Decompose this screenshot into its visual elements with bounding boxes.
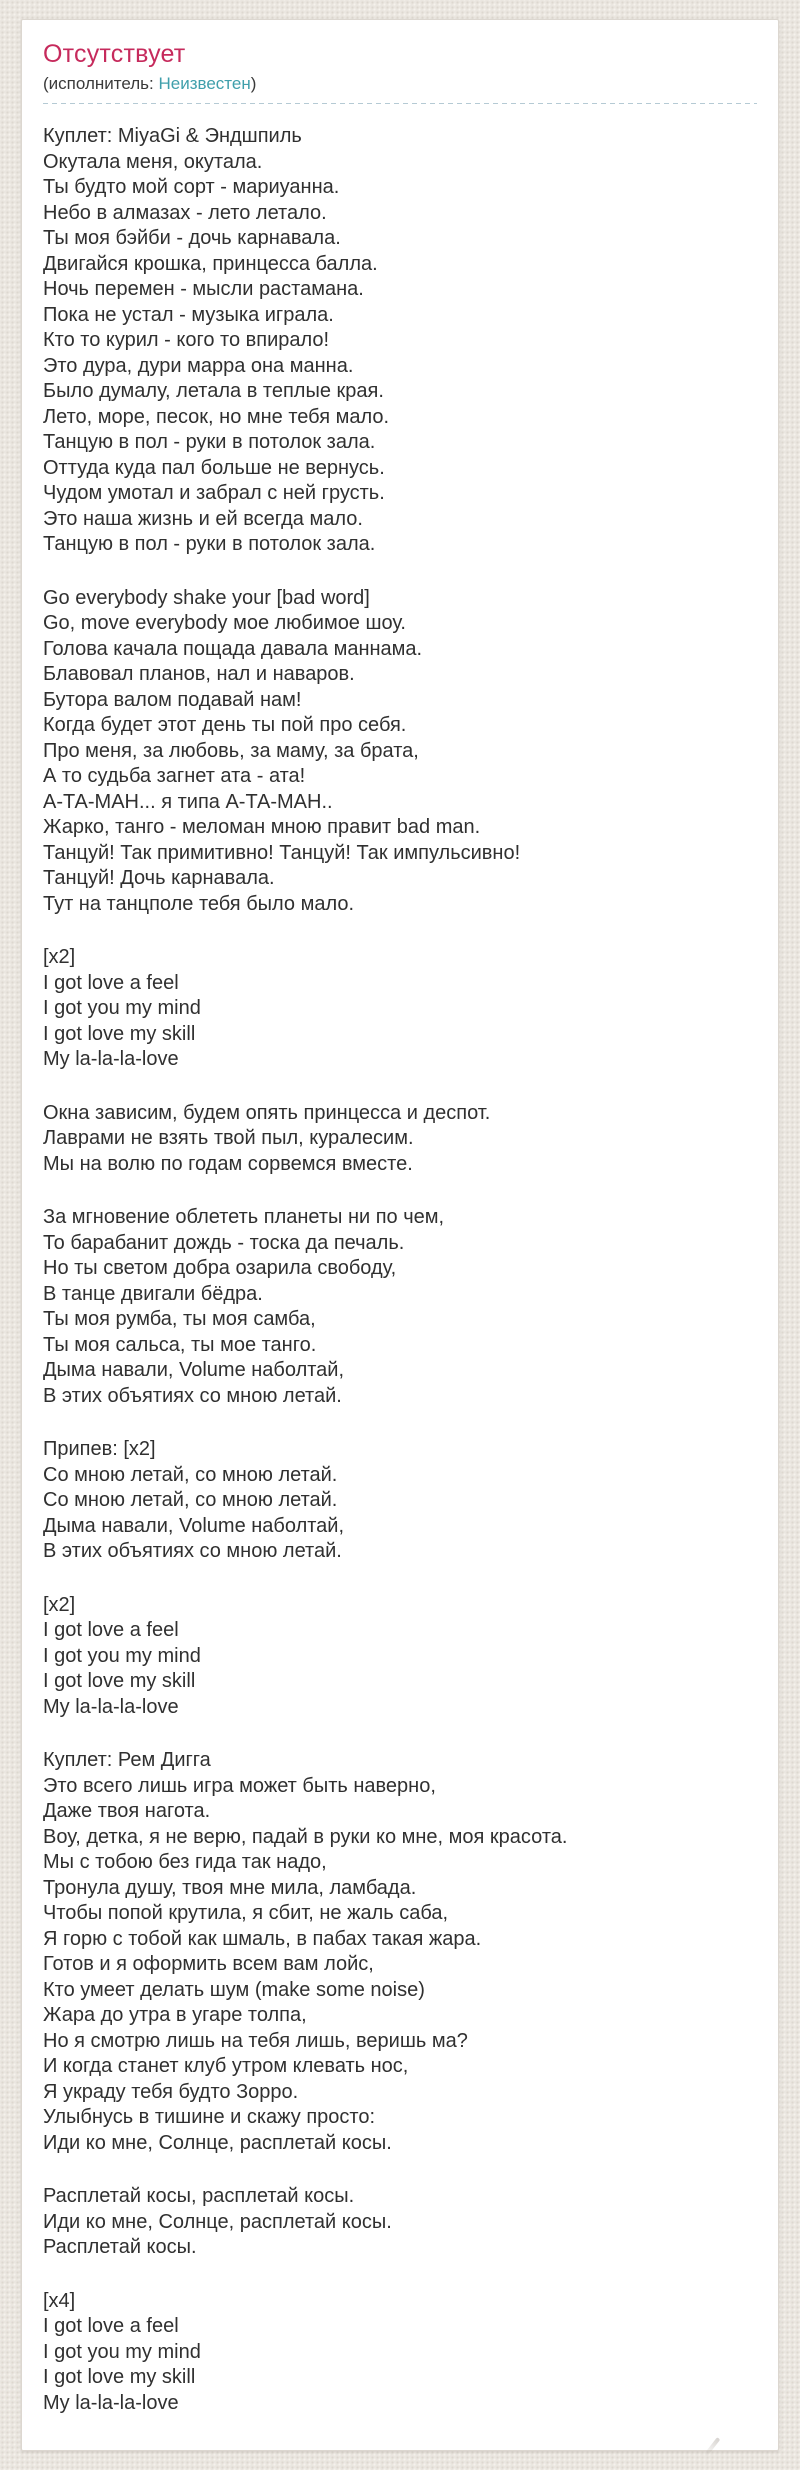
song-title: Отсутствует bbox=[43, 40, 186, 68]
lyric-line: Расплетай косы. bbox=[43, 2236, 197, 2258]
lyric-line: Кто то курил - кого то впирало! bbox=[43, 329, 330, 351]
lyric-line: Было думалу, летала в теплые края. bbox=[43, 380, 384, 402]
artist-prefix: (исполнитель: bbox=[43, 74, 159, 93]
lyric-line: I got love my skill bbox=[43, 1670, 196, 1692]
stanza bbox=[43, 586, 757, 918]
lyric-line: [x2] bbox=[43, 946, 76, 968]
lyric-line: I got love my skill bbox=[43, 1022, 196, 1045]
lyric-line: Жара до утра в угаре толпа, bbox=[43, 2004, 307, 2026]
lyric-line: Go everybody shake your [bad word] bbox=[43, 586, 370, 609]
lyric-line: Ночь перемен - мысли растамана. bbox=[43, 278, 364, 300]
artist-link[interactable]: Неизвестен bbox=[158, 74, 251, 93]
stanza bbox=[43, 2289, 757, 2417]
lyric-line: Танцуй! Дочь карнавала. bbox=[43, 867, 275, 889]
lyric-line: Я украду тебя будто Зорро. bbox=[43, 2080, 299, 2103]
stanza bbox=[43, 1101, 757, 1178]
lyric-line: I got love a feel bbox=[43, 1619, 179, 1641]
lyric-line: [x4] bbox=[43, 2289, 76, 2312]
lyric-line: I got love my skill bbox=[43, 2366, 196, 2388]
lyric-line: То барабанит дождь - тоска да печаль. bbox=[43, 1231, 405, 1254]
lyric-line: В танце двигали бёдра. bbox=[43, 1282, 263, 1305]
lyric-line: Бутора валом подавай нам! bbox=[43, 688, 302, 711]
lyric-line: My la-la-la-love bbox=[43, 1695, 179, 1718]
lyric-line: Кто умеет делать шум (make some noise) bbox=[43, 1978, 425, 2001]
artist-suffix: ) bbox=[250, 74, 257, 93]
lyric-line: Двигайся крошка, принцесса балла. bbox=[43, 252, 378, 275]
lyric-line: Со мною летай, со мною летай. bbox=[43, 1489, 338, 1511]
stanza bbox=[43, 1748, 757, 2156]
lyrics-text bbox=[43, 124, 757, 2416]
lyric-line: I got love a feel bbox=[43, 971, 179, 994]
lyric-line: Воу, детка, я не верю, падай в руки ко мне, моя красота. bbox=[43, 1825, 568, 1848]
lyric-line: И когда станет клуб утром клевать нос, bbox=[43, 2055, 409, 2077]
lyric-line: Танцую в пол - руки в потолок зала. bbox=[43, 533, 376, 555]
lyric-line: Но ты светом добра озарила свободу, bbox=[43, 1257, 397, 1279]
lyric-line: I got you my mind bbox=[43, 1644, 201, 1667]
stanza bbox=[43, 945, 757, 1073]
lyric-line: Go, move everybody мое любимое шоу. bbox=[43, 612, 406, 634]
card-corner-shadow bbox=[704, 2437, 721, 2457]
lyric-line: В этих объятиях со мною летай. bbox=[43, 1540, 342, 1562]
lyric-line: А-ТА-МАН... я типа А-ТА-МАН.. bbox=[43, 790, 333, 813]
lyric-line: Голова качала пощада давала маннама. bbox=[43, 637, 423, 660]
lyric-line: My la-la-la-love bbox=[43, 1048, 179, 1070]
lyric-line: Даже твоя нагота. bbox=[43, 1800, 211, 1822]
lyric-line: I got you my mind bbox=[43, 997, 201, 1019]
lyric-line: Жарко, танго - меломан мною правит bad man. bbox=[43, 816, 481, 838]
lyric-line: За мгновение облететь планеты ни по чем, bbox=[43, 1206, 445, 1228]
lyrics-header bbox=[43, 40, 757, 103]
lyric-line: Оттуда куда пал больше не вернусь. bbox=[43, 456, 385, 479]
lyric-line: Чтобы попой крутила, я сбит, не жаль саба, bbox=[43, 1902, 449, 1924]
lyric-line: Когда будет этот день ты пой про себя. bbox=[43, 714, 407, 736]
lyric-line: Ты моя сальса, ты мое танго. bbox=[43, 1333, 317, 1356]
lyric-line: Чудом умотал и забрал с ней грусть. bbox=[43, 482, 385, 504]
lyric-line: Ты моя бэйби - дочь карнавала. bbox=[43, 227, 341, 249]
header-divider bbox=[43, 103, 757, 104]
lyric-line: Тронула душу, твоя мне мила, ламбада. bbox=[43, 1876, 417, 1899]
stanza bbox=[43, 1437, 757, 1565]
lyric-line: Это наша жизнь и ей всегда мало. bbox=[43, 507, 363, 530]
stanza bbox=[43, 124, 757, 558]
lyric-line: Куплет: MiyaGi & Эндшпиль bbox=[43, 125, 302, 147]
lyric-line: Расплетай косы, расплетай косы. bbox=[43, 2185, 355, 2207]
lyric-line: Блавовал планов, нал и наваров. bbox=[43, 663, 355, 685]
stanza bbox=[43, 1593, 757, 1721]
lyric-line: Иди ко мне, Солнце, расплетай косы. bbox=[43, 2131, 392, 2154]
lyric-line: [x2] bbox=[43, 1593, 76, 1616]
lyric-line: Со мною летай, со мною летай. bbox=[43, 1463, 338, 1486]
lyric-line: Ты будто мой сорт - мариуанна. bbox=[43, 176, 340, 198]
lyric-line: Мы на волю по годам сорвемся вместе. bbox=[43, 1152, 413, 1175]
lyric-line: Мы с тобою без гида так надо, bbox=[43, 1851, 327, 1873]
artist-line bbox=[43, 74, 757, 94]
lyric-line: My la-la-la-love bbox=[43, 2391, 179, 2414]
lyric-line: Дыма навали, Volume наболтай, bbox=[43, 1514, 345, 1537]
lyric-line: Небо в алмазах - лето летало. bbox=[43, 201, 327, 224]
lyric-line: Готов и я оформить всем вам лойс, bbox=[43, 1953, 374, 1975]
lyric-line: Улыбнусь в тишине и скажу просто: bbox=[43, 2106, 376, 2128]
lyric-line: Окутала меня, окутала. bbox=[43, 150, 263, 173]
lyric-line: Это всего лишь игра может быть наверно, bbox=[43, 1774, 436, 1797]
lyrics-card bbox=[21, 19, 779, 2451]
lyric-line: Припев: [x2] bbox=[43, 1438, 156, 1460]
lyric-line: А то судьба загнет ата - ата! bbox=[43, 765, 306, 787]
lyric-line: Про меня, за любовь, за маму, за брата, bbox=[43, 739, 419, 762]
lyric-line: Пока не устал - музыка играла. bbox=[43, 303, 334, 326]
lyric-line: Окна зависим, будем опять принцесса и деспот. bbox=[43, 1101, 491, 1124]
lyric-line: Но я смотрю лишь на тебя лишь, веришь ма? bbox=[43, 2029, 468, 2052]
lyric-line: Тут на танцполе тебя было мало. bbox=[43, 892, 355, 915]
lyric-line: Дыма навали, Volume наболтай, bbox=[43, 1359, 345, 1381]
lyric-line: Лето, море, песок, но мне тебя мало. bbox=[43, 405, 390, 428]
stanza bbox=[43, 1205, 757, 1409]
lyric-line: Лаврами не взять твой пыл, куралесим. bbox=[43, 1127, 414, 1149]
lyric-line: Это дура, дури марра она манна. bbox=[43, 354, 354, 377]
lyric-line: I got you my mind bbox=[43, 2340, 201, 2363]
lyric-line: В этих объятиях со мною летай. bbox=[43, 1384, 342, 1407]
lyric-line: Танцуй! Так примитивно! Танцуй! Так импульсивно! bbox=[43, 841, 521, 864]
lyric-line: Куплет: Рем Дигга bbox=[43, 1749, 211, 1771]
lyric-line: I got love a feel bbox=[43, 2315, 179, 2337]
lyric-line: Танцую в пол - руки в потолок зала. bbox=[43, 431, 376, 453]
lyric-line: Иди ко мне, Солнце, расплетай косы. bbox=[43, 2210, 392, 2233]
lyric-line: Ты моя румба, ты моя самба, bbox=[43, 1308, 316, 1330]
lyric-line: Я горю с тобой как шмаль, в пабах такая жара. bbox=[43, 1927, 482, 1950]
stanza bbox=[43, 2184, 757, 2261]
